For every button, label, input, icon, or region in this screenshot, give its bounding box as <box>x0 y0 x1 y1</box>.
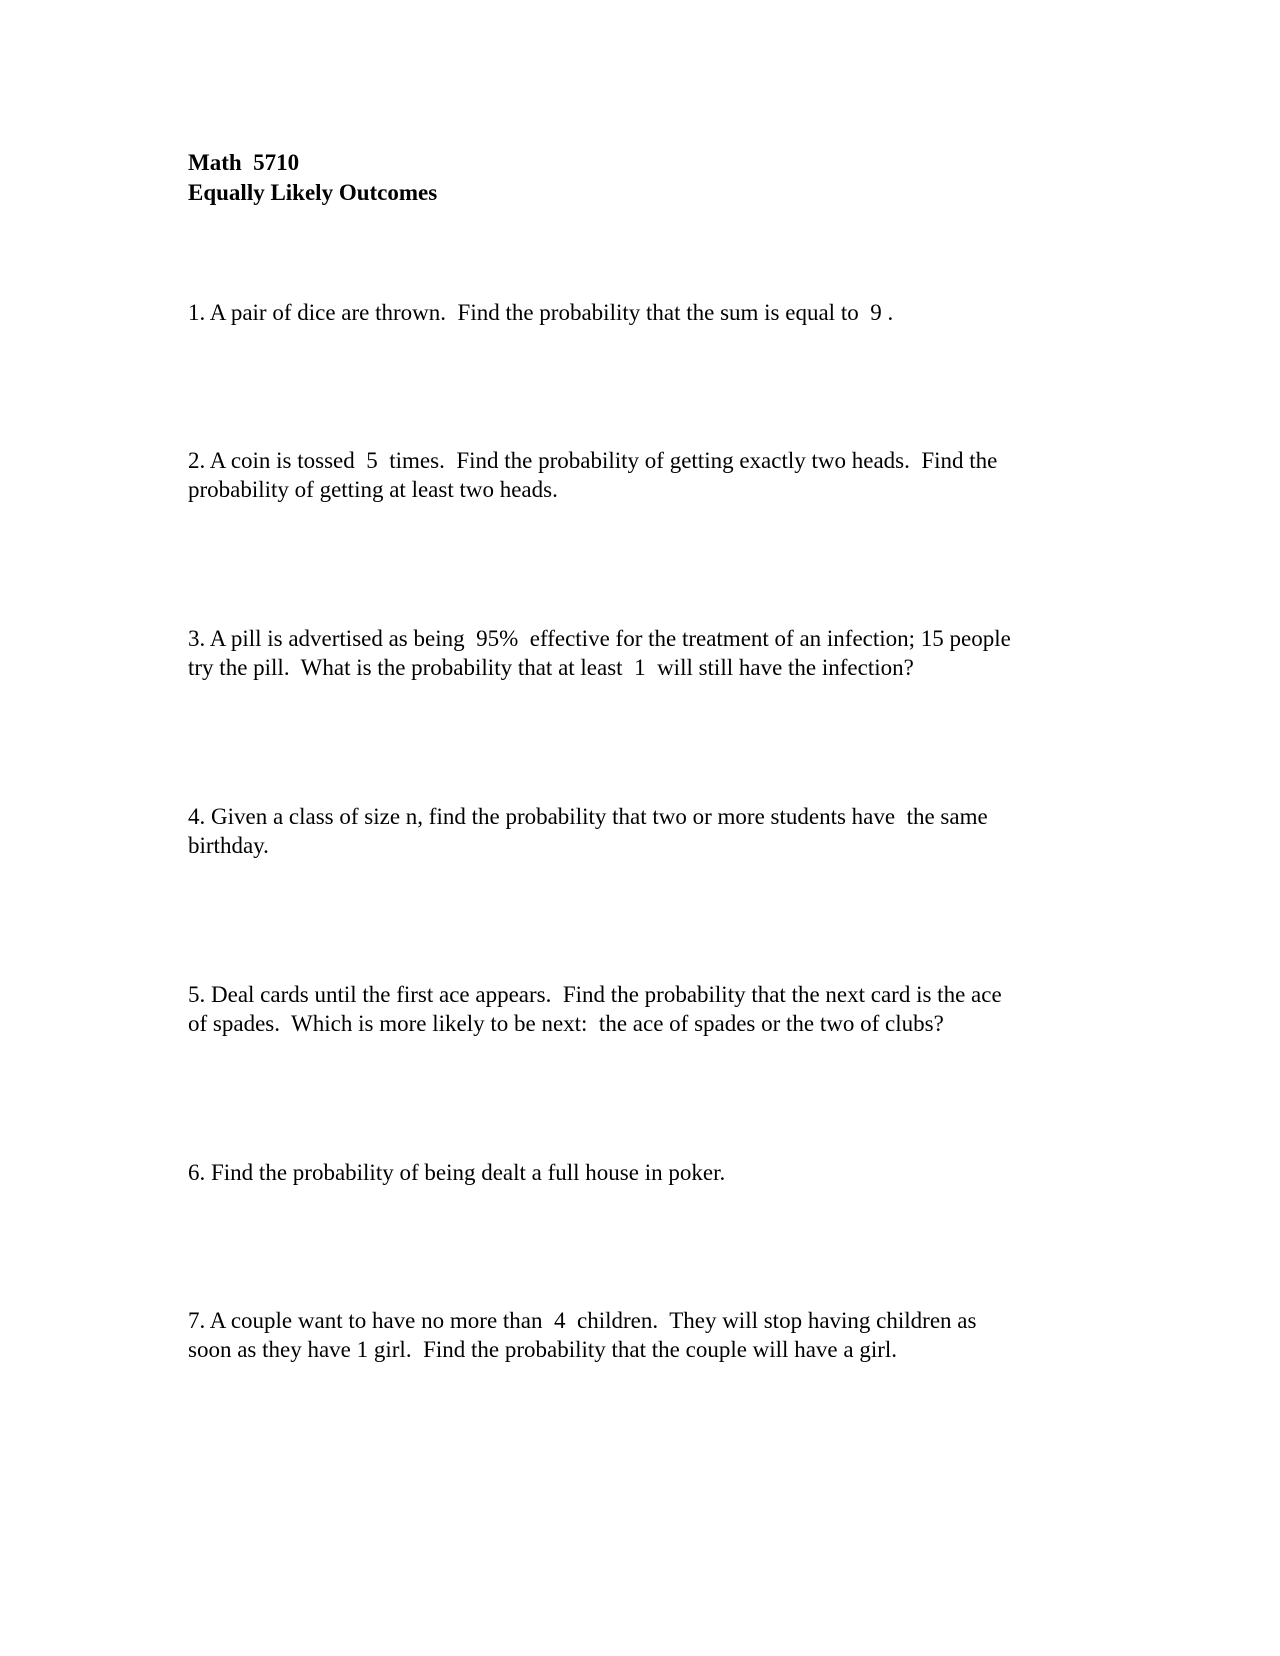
problem-2-line-2: probability of getting at least two heads. <box>188 477 558 502</box>
problem-3-line-2: try the pill. What is the probability that at least 1 will still have the infection? <box>188 655 914 680</box>
course-number: Math 5710 <box>188 150 300 175</box>
problem-5-line-2: of spades. Which is more likely to be next: the ace of spades or the two of clubs? <box>188 1011 944 1036</box>
problem-1 <box>188 298 1088 327</box>
problem-3-line-1: 3. A pill is advertised as being 95% effective for the treatment of an infection; 15 people <box>188 626 1011 651</box>
problem-4-line-2: birthday. <box>188 833 269 858</box>
document-header <box>188 148 437 208</box>
problem-7 <box>188 1306 1088 1364</box>
problem-2-line-1: 2. A coin is tossed 5 times. Find the probability of getting exactly two heads. Find the <box>188 448 998 473</box>
problem-6 <box>188 1158 1088 1187</box>
problem-7-line-1: 7. A couple want to have no more than 4 children. They will stop having children as <box>188 1308 977 1333</box>
document-title: Equally Likely Outcomes <box>188 180 438 205</box>
problem-7-line-2: soon as they have 1 girl. Find the probability that the couple will have a girl. <box>188 1337 898 1362</box>
problem-4-line-1: 4. Given a class of size n, find the probability that two or more students have the same <box>188 804 988 829</box>
problem-6-line-1: 6. Find the probability of being dealt a full house in poker. <box>188 1160 726 1185</box>
problem-4 <box>188 802 1088 860</box>
problem-5 <box>188 980 1088 1038</box>
problem-2 <box>188 446 1088 504</box>
problem-1-line-1: 1. A pair of dice are thrown. Find the probability that the sum is equal to 9 . <box>188 300 894 325</box>
problem-5-line-1: 5. Deal cards until the first ace appears. Find the probability that the next card is the ace <box>188 982 1002 1007</box>
problem-3 <box>188 624 1088 682</box>
